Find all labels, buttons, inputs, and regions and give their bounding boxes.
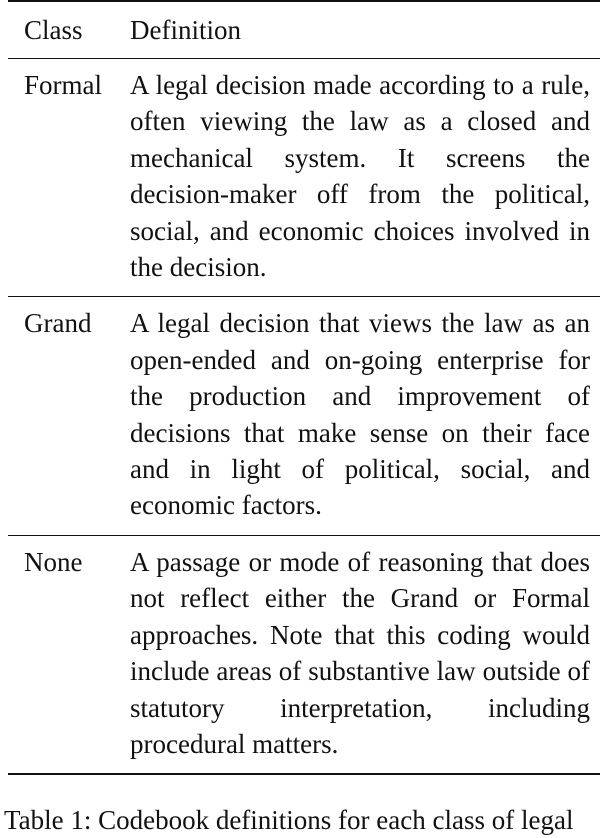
- definitions-table-container: [8, 0, 600, 775]
- definitions-table: [8, 0, 600, 775]
- table-header: [8, 1, 600, 59]
- class-cell: Formal: [8, 59, 126, 297]
- definition-cell: A legal decision made according to a rule, often viewing the law as a closed and mechanical system. It screens the decision-maker off from the political, social, and economic choices involved in the decision.: [126, 59, 600, 297]
- header-row: [8, 1, 600, 59]
- column-header-class: Class: [8, 1, 126, 59]
- table-row-none: [8, 535, 600, 774]
- class-cell: None: [8, 535, 126, 774]
- column-header-definition: Definition: [126, 1, 600, 59]
- definition-cell: A legal decision that views the law as an open-ended and on-going enterprise for the production and improvement of decisions that make sense on their face and in light of political, social, and economic factors.: [126, 297, 600, 535]
- table-row-grand: [8, 297, 600, 535]
- table-caption: Table 1: Codebook definitions for each class of legal: [4, 805, 574, 835]
- definition-cell: A passage or mode of reasoning that does not reflect either the Grand or Formal approaches. Note that this coding would include areas of substantive law outside of statutory interpretation, including procedural matters.: [126, 535, 600, 774]
- table-body: [8, 59, 600, 775]
- table-row-formal: [8, 59, 600, 297]
- class-cell: Grand: [8, 297, 126, 535]
